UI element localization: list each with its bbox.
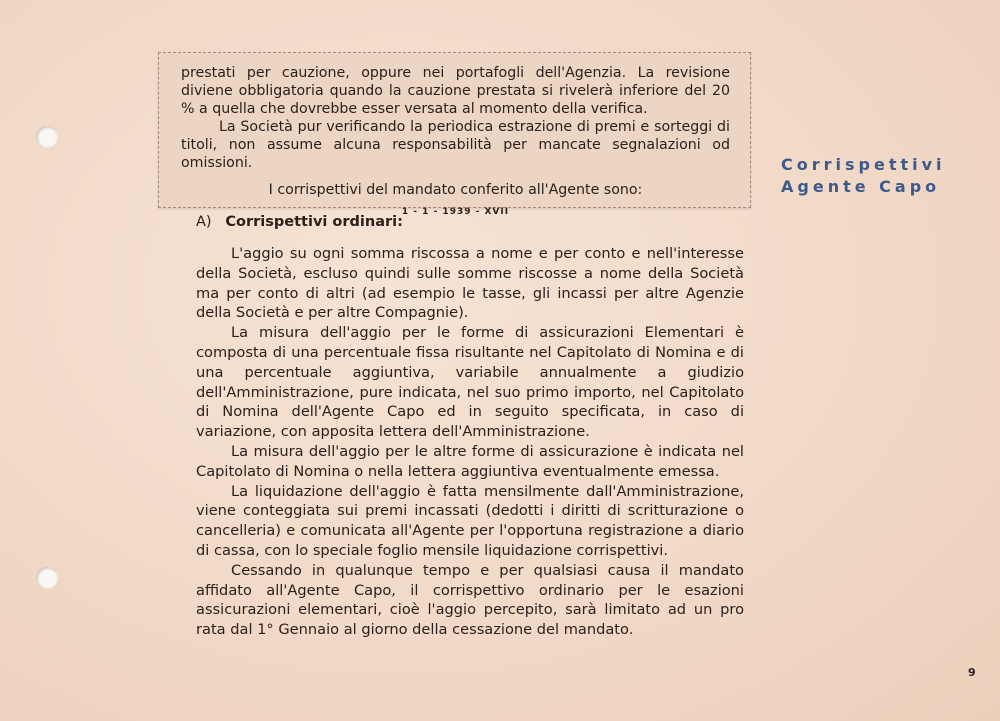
pasted-note — [158, 52, 751, 217]
paragraph-1: L'aggio su ogni somma riscossa a nome e per conto e nell'interesse della Società, escluso quindi sulle somme riscosse a nome della Società ma per conto di altri (ad esempio le tasse, gli incassi per altre Agenzie della Società e per altre Compagnie). — [196, 245, 744, 322]
paragraph-2: La misura dell'aggio per le forme di assicurazioni Elementari è composta di una percentuale fissa risultante nel Capitolato di Nomina e di una percentuale aggiuntiva, variabile annualmente a giudizio dell'Amministrazione, pure indicata, nel suo primo importo, nel Capitolato di Nomina dell'Agente Capo ed in seguito specificata, in caso di variazione, con apposita lettera dell'Amministrazione. — [196, 324, 744, 441]
section-letter: A) — [196, 214, 212, 230]
punch-hole-bottom — [36, 567, 58, 589]
section-title: Corrispettivi ordinari: — [225, 214, 403, 230]
note-paragraph-1: prestati per cauzione, oppure nei portafogli dell'Agenzia. La revisione diviene obbligatoria quando la cauzione prestata si rivelerà inferiore del 20 % a quella che dovrebbe esser versata al momento della verifica. — [181, 65, 730, 117]
paragraph-4: La liquidazione dell'aggio è fatta mensilmente dall'Amministrazione, viene conteggiata sui premi incassati (dedotti i diritti di scritturazione o cancelleria) e comunicata all'Agente per l'opportuna registrazione a diario di cassa, con lo speciale foglio mensile liquidazione corrispettivi. — [196, 482, 744, 559]
punch-hole-top — [36, 126, 58, 148]
paragraph-5: Cessando in qualunque tempo e per qualsiasi causa il mandato affidato all'Agente Capo, il corrispettivo ordinario per le esazioni assicurazioni elementari, cioè l'aggio percepito, sarà limitato ad un pro rata dal 1° Gennaio al giorno della cessazione del mandato. — [196, 561, 744, 639]
page-number: 9 — [968, 666, 976, 679]
note-date: 1 - 1 - 1939 - XVII — [401, 207, 510, 217]
body-text — [196, 244, 744, 640]
paragraph-3: La misura dell'aggio per le altre forme di assicurazione è indicata nel Capitolato di Nomina o nella lettera aggiuntiva eventualmente emessa. — [196, 442, 744, 480]
section-heading — [196, 214, 403, 230]
side-title-line-1: Corrispettivi — [781, 155, 946, 174]
note-paragraph-3: I corrispettivi del mandato conferito all'Agente sono: — [268, 182, 643, 198]
side-title-line-2: Agente Capo — [781, 177, 941, 196]
note-paragraph-2: La Società pur verificando la periodica estrazione di premi e sorteggi di titoli, non assume alcuna responsabilità per mancate segnalazioni od omissioni. — [181, 119, 730, 171]
side-title — [781, 154, 946, 198]
